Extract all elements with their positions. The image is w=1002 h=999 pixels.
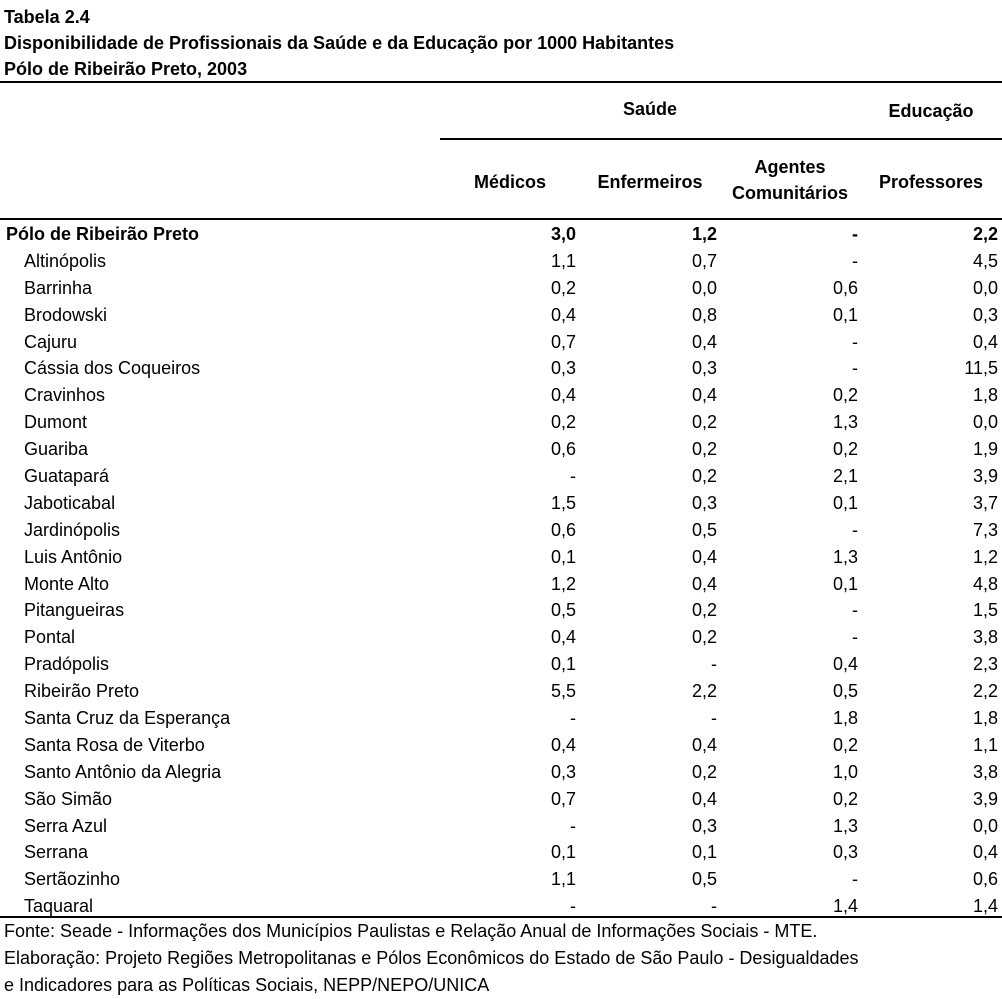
cell-medicos: 0,5 <box>550 600 576 621</box>
table-row <box>0 571 1002 598</box>
municipality-name: Santo Antônio da Alegria <box>24 761 222 782</box>
cell-professores: 4,8 <box>972 573 998 594</box>
cell-professores: 0,0 <box>972 277 998 298</box>
cell-professores: 3,9 <box>972 788 998 809</box>
cell-medicos: 3,0 <box>550 224 576 244</box>
table-row <box>0 597 1002 624</box>
municipality-name: Serrana <box>24 842 89 863</box>
cell-agentes-comunitarios: 0,6 <box>832 277 858 298</box>
municipality-name: Serra Azul <box>24 815 108 836</box>
cell-agentes-comunitarios: 1,0 <box>832 761 858 782</box>
header-enfermeiros: Enfermeiros <box>597 172 703 192</box>
cell-enfermeiros: 0,2 <box>691 412 717 433</box>
cell-enfermeiros: - <box>711 896 717 917</box>
table-body <box>0 221 1002 920</box>
cell-agentes-comunitarios: - <box>852 519 858 540</box>
header-medicos: Médicos <box>473 172 547 192</box>
cell-professores: 0,4 <box>972 842 998 863</box>
municipality-name: Altinópolis <box>24 250 107 271</box>
cell-enfermeiros: 0,4 <box>691 331 717 352</box>
cell-medicos: 0,4 <box>550 734 576 755</box>
cell-medicos: 0,6 <box>550 439 576 460</box>
cell-enfermeiros: 0,7 <box>691 250 717 271</box>
cell-agentes-comunitarios: - <box>852 331 858 352</box>
cell-enfermeiros: - <box>711 708 717 729</box>
table-title-block <box>4 4 674 82</box>
table-row <box>0 624 1002 651</box>
municipality-name: Barrinha <box>24 277 93 298</box>
municipality-name: Santa Rosa de Viterbo <box>24 734 205 755</box>
municipality-name: Jardinópolis <box>24 519 121 540</box>
header-group-educacao: Educação <box>888 101 974 121</box>
cell-agentes-comunitarios: - <box>852 627 858 648</box>
municipality-name: Santa Cruz da Esperança <box>24 708 231 729</box>
cell-professores: 1,9 <box>972 439 998 460</box>
elaboration-note-line1: Elaboração: Projeto Regiões Metropolitanas e Pólos Econômicos do Estado de São Paulo - Desigualdades <box>4 948 859 968</box>
cell-medicos: 0,7 <box>550 331 576 352</box>
cell-professores: 2,2 <box>972 681 998 702</box>
cell-enfermeiros: 0,2 <box>691 761 717 782</box>
table-row <box>0 544 1002 571</box>
cell-medicos: 1,1 <box>550 250 576 271</box>
cell-agentes-comunitarios: 1,3 <box>832 815 858 836</box>
table-row <box>0 248 1002 275</box>
municipality-name: Guatapará <box>24 466 110 487</box>
cell-agentes-comunitarios: - <box>852 224 858 244</box>
cell-enfermeiros: 0,5 <box>691 519 717 540</box>
cell-enfermeiros: 0,4 <box>691 385 717 406</box>
cell-enfermeiros: 2,2 <box>691 681 717 702</box>
municipality-name: Cravinhos <box>24 385 106 406</box>
cell-agentes-comunitarios: - <box>852 250 858 271</box>
cell-professores: 2,2 <box>972 224 998 244</box>
cell-professores: 0,3 <box>972 304 998 325</box>
municipality-name: Brodowski <box>24 304 108 325</box>
cell-enfermeiros: 0,3 <box>691 815 717 836</box>
municipality-name: Pitangueiras <box>24 600 125 621</box>
cell-agentes-comunitarios: 1,8 <box>832 708 858 729</box>
cell-agentes-comunitarios: 0,2 <box>832 439 858 460</box>
cell-enfermeiros: 0,1 <box>691 842 717 863</box>
cell-enfermeiros: 0,3 <box>691 358 717 379</box>
cell-professores: 1,8 <box>972 708 998 729</box>
cell-medicos: 0,4 <box>550 627 576 648</box>
cell-professores: 1,1 <box>972 734 998 755</box>
cell-agentes-comunitarios: 0,2 <box>832 734 858 755</box>
cell-enfermeiros: 1,2 <box>691 224 717 244</box>
cell-medicos: 0,1 <box>550 842 576 863</box>
cell-medicos: 0,6 <box>550 519 576 540</box>
table-row <box>0 839 1002 866</box>
cell-medicos: 0,7 <box>550 788 576 809</box>
table-row <box>0 409 1002 436</box>
cell-professores: 4,5 <box>972 250 998 271</box>
cell-agentes-comunitarios: 1,4 <box>832 896 858 917</box>
municipality-name: Dumont <box>24 412 88 433</box>
cell-enfermeiros: 0,4 <box>691 788 717 809</box>
cell-medicos: 0,1 <box>550 546 576 567</box>
table-title: Disponibilidade de Profissionais da Saúde e da Educação por 1000 Habitantes <box>4 33 675 53</box>
cell-enfermeiros: 0,2 <box>691 466 717 487</box>
cell-enfermeiros: 0,2 <box>691 439 717 460</box>
cell-enfermeiros: - <box>711 654 717 675</box>
cell-enfermeiros: 0,5 <box>691 869 717 890</box>
municipality-name: Guariba <box>24 439 89 460</box>
cell-medicos: - <box>570 708 576 729</box>
cell-agentes-comunitarios: 0,5 <box>832 681 858 702</box>
cell-agentes-comunitarios: 0,4 <box>832 654 858 675</box>
cell-agentes-comunitarios: 0,1 <box>832 573 858 594</box>
municipality-name: Taquaral <box>24 896 94 917</box>
table-row <box>0 490 1002 517</box>
table-row <box>0 678 1002 705</box>
source-note: Fonte: Seade - Informações dos Municípios Paulistas e Relação Anual de Informações Sociais - MTE. <box>4 921 818 941</box>
cell-professores: 0,0 <box>972 815 998 836</box>
municipality-name: Ribeirão Preto <box>24 681 140 702</box>
municipality-name: Pontal <box>24 627 76 648</box>
cell-professores: 2,3 <box>972 654 998 675</box>
cell-medicos: 0,3 <box>550 761 576 782</box>
table-row <box>0 275 1002 302</box>
top-rule <box>0 81 1002 83</box>
municipality-name: Cássia dos Coqueiros <box>24 358 201 379</box>
table-row <box>0 517 1002 544</box>
table-row <box>0 382 1002 409</box>
cell-professores: 1,4 <box>972 896 998 917</box>
municipality-name: São Simão <box>24 788 113 809</box>
table-row <box>0 329 1002 356</box>
table-row <box>0 866 1002 893</box>
cell-professores: 3,8 <box>972 761 998 782</box>
header-agentes-line1: Agentes <box>754 157 826 177</box>
elaboration-note-line2: e Indicadores para as Políticas Sociais, NEPP/NEPO/UNICA <box>4 975 490 995</box>
cell-agentes-comunitarios: 0,1 <box>832 492 858 513</box>
table-row <box>0 813 1002 840</box>
cell-medicos: 1,2 <box>550 573 576 594</box>
cell-professores: 1,2 <box>972 546 998 567</box>
cell-medicos: - <box>570 466 576 487</box>
cell-professores: 0,0 <box>972 412 998 433</box>
header-group-rule <box>440 138 1002 140</box>
cell-enfermeiros: 0,2 <box>691 627 717 648</box>
cell-medicos: 0,3 <box>550 358 576 379</box>
table-row <box>0 651 1002 678</box>
table-row <box>0 463 1002 490</box>
table-notes <box>4 918 859 999</box>
cell-agentes-comunitarios: - <box>852 358 858 379</box>
cell-agentes-comunitarios: 1,3 <box>832 546 858 567</box>
table-number: Tabela 2.4 <box>4 7 90 27</box>
header-bottom-rule <box>0 218 1002 220</box>
cell-professores: 1,8 <box>972 385 998 406</box>
cell-enfermeiros: 0,3 <box>691 492 717 513</box>
cell-agentes-comunitarios: - <box>852 869 858 890</box>
cell-professores: 1,5 <box>972 600 998 621</box>
cell-professores: 3,9 <box>972 466 998 487</box>
municipality-name: Cajuru <box>24 331 78 352</box>
cell-enfermeiros: 0,4 <box>691 573 717 594</box>
header-group-saude: Saúde <box>622 99 678 119</box>
municipality-name: Sertãozinho <box>24 869 121 890</box>
header-professores: Professores <box>878 172 984 192</box>
cell-agentes-comunitarios: 0,3 <box>832 842 858 863</box>
header-agentes-line2: Comunitários <box>731 183 848 203</box>
cell-professores: 11,5 <box>964 358 998 379</box>
table-row-total <box>0 221 1002 248</box>
cell-agentes-comunitarios: 0,2 <box>832 788 858 809</box>
cell-medicos: 0,2 <box>550 277 576 298</box>
table-row <box>0 302 1002 329</box>
cell-enfermeiros: 0,0 <box>691 277 717 298</box>
cell-agentes-comunitarios: 0,2 <box>832 385 858 406</box>
table-row <box>0 436 1002 463</box>
cell-enfermeiros: 0,4 <box>691 734 717 755</box>
cell-enfermeiros: 0,2 <box>691 600 717 621</box>
table-row <box>0 786 1002 813</box>
cell-professores: 3,7 <box>972 492 998 513</box>
cell-agentes-comunitarios: 0,1 <box>832 304 858 325</box>
cell-agentes-comunitarios: 1,3 <box>832 412 858 433</box>
cell-professores: 0,4 <box>972 331 998 352</box>
table-subtitle: Pólo de Ribeirão Preto, 2003 <box>4 59 248 79</box>
municipality-name: Monte Alto <box>24 573 110 594</box>
cell-medicos: 0,1 <box>550 654 576 675</box>
cell-medicos: 1,1 <box>550 869 576 890</box>
municipality-name: Pólo de Ribeirão Preto <box>6 224 200 244</box>
table-row <box>0 355 1002 382</box>
cell-medicos: 1,5 <box>550 492 576 513</box>
municipality-name: Luis Antônio <box>24 546 123 567</box>
municipality-name: Jaboticabal <box>24 492 116 513</box>
table-row <box>0 732 1002 759</box>
cell-agentes-comunitarios: 2,1 <box>832 466 858 487</box>
cell-professores: 7,3 <box>972 519 998 540</box>
municipality-name: Pradópolis <box>24 654 110 675</box>
cell-medicos: 0,4 <box>550 385 576 406</box>
cell-agentes-comunitarios: - <box>852 600 858 621</box>
cell-medicos: - <box>570 815 576 836</box>
cell-medicos: 0,2 <box>550 412 576 433</box>
cell-professores: 3,8 <box>972 627 998 648</box>
table-row <box>0 759 1002 786</box>
cell-enfermeiros: 0,8 <box>691 304 717 325</box>
cell-medicos: 5,5 <box>550 681 576 702</box>
cell-medicos: 0,4 <box>550 304 576 325</box>
cell-medicos: - <box>570 896 576 917</box>
cell-professores: 0,6 <box>972 869 998 890</box>
table-row <box>0 705 1002 732</box>
cell-enfermeiros: 0,4 <box>691 546 717 567</box>
